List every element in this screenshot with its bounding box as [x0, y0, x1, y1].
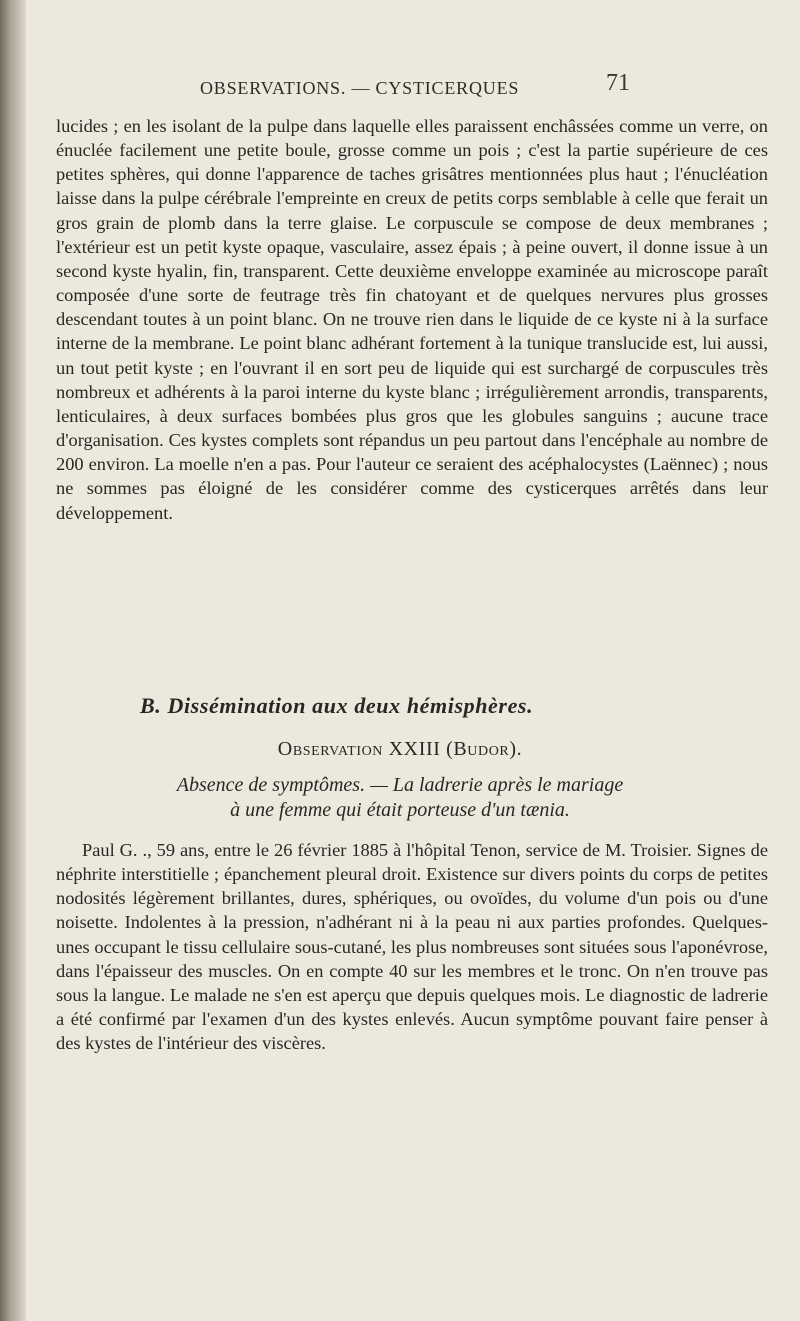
- body-paragraph: lucides ; en les isolant de la pulpe dans laquelle elles paraissent enchâssées comme un verre, on énuclée facilement une petite boule, grosse comme un pois ; c'est la partie supérieure de ces petites sphères, qui donne l'apparence de taches grisâtres mentionnées plus haut ; l'énucléation laisse dans la pulpe cérébrale l'empreinte en creux de petits corps semblable à celle que ferait un gros grain de plomb dans la terre glaise. Le corpuscule se compose de deux membranes ; l'extérieur est un petit kyste opaque, vasculaire, assez épais ; à peine ouvert, il donne issue à un second kyste hyalin, fin, transparent. Cette deuxième enveloppe examinée au microscope paraît composée d'une sorte de feutrage très fin chatoyant et de quelques nervures plus grosses descendant toutes à un point blanc. On ne trouve rien dans le liquide de ce kyste ni à la surface interne de la membrane. Le point blanc adhérant fortement à la tunique translucide est, lui aussi, un tout petit kyste ; en l'ouvrant il en sort peu de liquide qui est surchargé de corpuscules très nombreux et adhérents à la paroi interne du kyste blanc ; irrégulièrement arrondis, transparents, lenticulaires, à deux surfaces bombées plus gros que les globules sanguins ; aucune trace d'organisation. Ces kystes complets sont répandus un peu partout dans l'encéphale au nombre de 200 environ. La moelle n'en a pas. Pour l'auteur ce seraient des acéphalocystes (Laënnec) ; nous ne sommes pas éloigné de les considérer comme des cysticerques arrêtés dans leur développement.: [56, 116, 768, 523]
- body-paragraph: Paul G. ., 59 ans, entre le 26 février 1885 à l'hôpital Tenon, service de M. Troisier. Signes de néphrite interstitielle ; épanchement pleural droit. Existence sur divers points du corps de petites nodosités légèrement brillantes, dures, sphériques, ou ovoïdes, du volume d'un pois ou d'une noisette. Indolentes à la pression, n'adhérant ni à la peau ni aux parties profondes. Quelques-unes occupant le tissu cellulaire sous-cutané, les plus nombreuses sont situées sous l'aponévrose, dans l'épaisseur des muscles. On en compte 40 sur les membres et le tronc. On n'en trouve pas sous la langue. Le malade ne s'en est aperçu que depuis quelques mois. Le diagnostic de ladrerie a été confirmé par l'examen d'un des kystes enlevés. Aucun symptôme pouvant faire penser à des kystes de l'intérieur des viscères.: [56, 840, 768, 1054]
- book-spine-shadow: [0, 0, 26, 1321]
- section-heading: B. Dissémination aux deux hémisphères.: [140, 693, 534, 718]
- running-header: OBSERVATIONS. — CYSTICERQUES: [200, 78, 520, 98]
- page-number: 71: [606, 70, 630, 96]
- observation-heading: Observation XXIII (Budor).: [277, 738, 523, 760]
- observation-subtitle: à une femme qui était porteuse d'un tænia.: [230, 799, 570, 821]
- observation-subtitle: Absence de symptômes. — La ladrerie après le mariage: [176, 774, 624, 796]
